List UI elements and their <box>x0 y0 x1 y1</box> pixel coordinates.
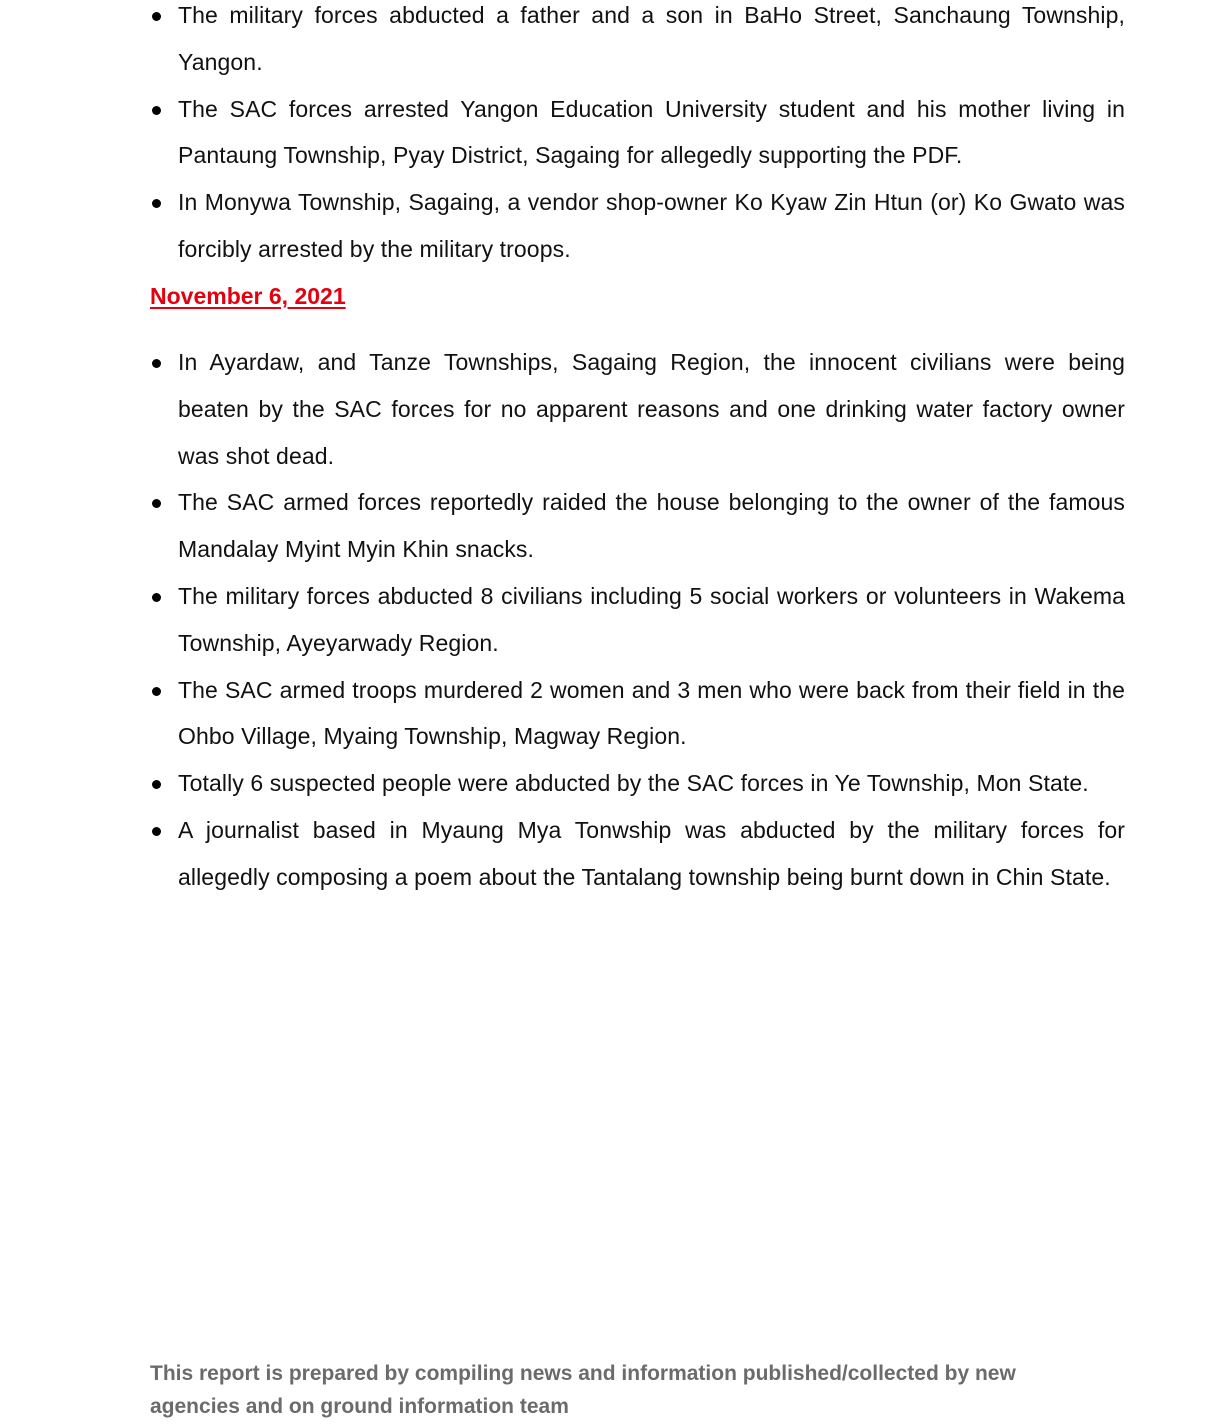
bullet-icon <box>152 359 161 368</box>
bullet-icon <box>152 499 161 508</box>
bullet-icon <box>152 106 161 115</box>
list-item <box>150 760 1125 807</box>
list-item <box>150 86 1125 180</box>
footer-note: This report is prepared by compiling news and information published/collected by new agencies and on ground information team <box>150 1362 1016 1418</box>
list-item-text: The military forces abducted a father and a son in BaHo Street, Sanchaung Township, Yangon. <box>178 2 1125 75</box>
incident-list-previous-day <box>150 0 1125 273</box>
list-item <box>150 0 1125 86</box>
list-item <box>150 339 1125 479</box>
bullet-icon <box>152 12 161 21</box>
list-item-text: In Monywa Township, Sagaing, a vendor shop-owner Ko Kyaw Zin Htun (or) Ko Gwato was forcibly arrested by the military troops. <box>178 189 1125 262</box>
list-item <box>150 179 1125 273</box>
list-item-text: The SAC armed forces reportedly raided the house belonging to the owner of the famous Mandalay Myint Myin Khin snacks. <box>178 489 1125 563</box>
list-item-text: The military forces abducted 8 civilians including 5 social workers or volunteers in Wakema Township, Ayeyarwady Region. <box>178 582 1125 656</box>
incident-list-november-6 <box>150 339 1125 901</box>
list-item-text: Totally 6 suspected people were abducted by the SAC forces in Ye Township, Mon State. <box>178 770 1089 797</box>
list-item <box>150 479 1125 573</box>
date-heading: November 6, 2021 <box>150 283 346 309</box>
list-item-text: In Ayardaw, and Tanze Townships, Sagaing Region, the innocent civilians were being beaten by the SAC forces for no apparent reasons and one drinking water factory owner was shot dead. <box>178 349 1125 469</box>
list-item-text: The SAC forces arrested Yangon Education University student and his mother living in Pantaung Township, Pyay District, Sagaing for allegedly supporting the PDF. <box>178 95 1125 169</box>
list-item <box>150 667 1125 761</box>
bullet-icon <box>152 199 161 208</box>
list-item-text: The SAC armed troops murdered 2 women and 3 men who were back from their field in the Ohbo Village, Myaing Township, Magway Region. <box>178 676 1125 750</box>
bullet-icon <box>152 780 161 789</box>
bullet-icon <box>152 687 161 696</box>
bullet-icon <box>152 593 161 602</box>
list-item-text: A journalist based in Myaung Mya Tonwship was abducted by the military forces for allegedly composing a poem about the Tantalang township being burnt down in Chin State. <box>178 816 1125 890</box>
bullet-icon <box>152 827 161 836</box>
list-item <box>150 807 1125 901</box>
list-item <box>150 573 1125 667</box>
